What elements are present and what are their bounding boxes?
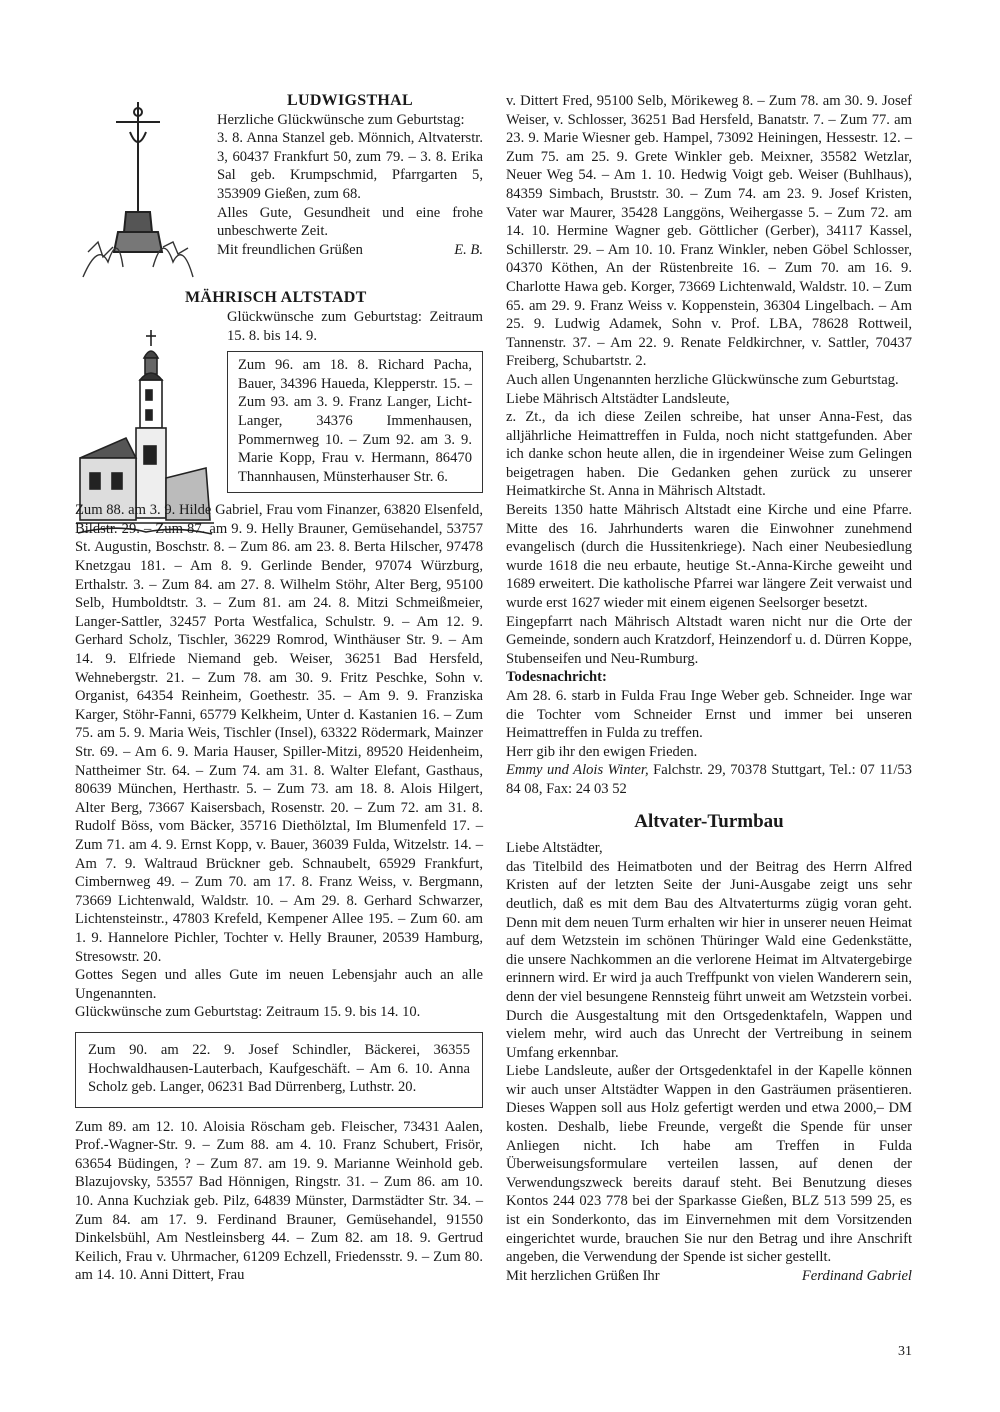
turmbau-title: Altvater-Turmbau [634,810,784,832]
birthday-box-1-text: Zum 96. am 18. 8. Richard Pacha, Bauer, 34396 Haueda, Klepperstr. 15. – Zum 93. am 3. 9. Franz Langer, Licht-Langer, 34376 Immenhausen, Pommernweg 10. – Zum 92. am 3. 9. Marie Kopp, Frau v. Hermann, 86470 Thannhausen, Münsterhauser Str. 6. [238,357,472,485]
letter-paragraph-1: z. Zt., da ich diese Zeilen schreibe, hat unser Anna-Fest, das alljährliche Heimattreffen in Fulda, noch nicht stattgefunden. Aber ich danke schon heute allen, die in irgendeiner Weise zum Gelingen beigetragen haben. Die Gedanken gehen zurück zu unserer Heimatkirche St. Anna in Mährisch Altstadt. [506,409,912,500]
ludwigsthal-wishes: Alles Gute, Gesundheit und eine frohe unbeschwerte Zeit. [217,204,483,240]
death-notice-prayer: Herr gib ihr den ewigen Frieden. [506,743,698,760]
closing-text: Mit freundlichen Grüßen [217,241,363,258]
ludwigsthal-closing [217,241,483,260]
closing-initials: E. B. [454,241,483,258]
birthday-box-2 [75,1032,483,1108]
birthday-box-1 [227,351,483,493]
section-title-altstadt: MÄHRISCH ALTSTADT [185,289,367,307]
death-notice-title: Todesnachricht: [506,669,607,686]
signers-address: Falchstr. 29, 70378 Stuttgart, Tel.: 07 11/53 84 08, Fax: 24 03 52 [506,762,912,797]
ungenannt-wishes: Auch allen Ungenannten herzliche Glückwünsche zum Geburtstag. [506,371,899,388]
altstadt-intro: Glückwünsche zum Geburtstag: Zeitraum 15. 8. bis 14. 9. [227,308,483,344]
birthday-list-2: Zum 89. am 12. 10. Aloisia Röscham geb. Fleischer, 73431 Aalen, Prof.-Wagner-Str. 9. – Zum 88. am 4. 10. Franz Schubert, Frisör, 63654 Büdingen, ? – Zum 87. am 19. 9. Marianne Weinhold geb. Blazujovsky, 53557 Bad Hönnigen, Ringstr. 31. – Zum 86. am 10. 10. Anna Kuchziak geb. Pilz, 64839 Münster, Darmstädter Str. 34. – Zum 84. am 17. 9. Ferdinand Brauner, Gemüsehandel, 91550 Dinkelsbühl, Am Nestleinsberg 44. – Zum 82. am 18. 9. Gertrud Keilich, Frau v. Uhrmacher, 61209 Echzell, Friedensstr. 9. – Zum 80. am 14. 10. Anni Dittert, Frau [75,1118,483,1284]
left-column [75,92,483,1285]
birthday-intro-2: Glückwünsche zum Geburtstag: Zeitraum 15. 9. bis 14. 10. [75,1004,421,1021]
turmbau-paragraph-1: das Titelbild des Heimatboten und der Beitrag des Herrn Alfred Kristen auf der letzten Seite der Juni-Ausgabe zeigt uns sehr deutlich, daß es mit dem Bau des Altvaterturms zügig voran geht. Denn mit dem neuen Turm erhalten wir hier in unserer neuen Heimat auf dem Wetzstein im schönen Thüringer Wald eine Gedenkstätte, die unsere Nachkommen an die verlorene Heimat im Altvatergebirge erinnern wird. Er wird ja auch Treffpunkt von vielen Wanderern sein, denn der viel besungene Rennsteig führt unweit am Wetzstein vorbei. Durch die Ausgestaltung mit den Ortsgedenktafeln, Wappen und vielem mehr, wird auch das Unrecht der Vertreibung in seinem Umfang erkennbar. [506,858,912,1061]
birthday-list-2-continued: v. Dittert Fred, 95100 Selb, Mörikeweg 8. – Zum 78. am 30. 9. Josef Weiser, v. Schlosser, 36251 Bad Hersfeld, Banatstr. 7. – Zum 77. am 23. 9. Marie Wiesner geb. Hampel, 73092 Heiningen, Hessestr. 12. – Zum 75. am 25. 9. Grete Winkler geb. Meixner, 35582 Wetzlar, Neuer Weg 54. – Am 1. 10. Hedwig Voigt geb. Weiser (Buhlhaus), 84359 Simbach, Bruststr. 30. – Zum 74. am 23. 9. Josef Kristen, Vater war Maurer, 35428 Langgöns, Weihergasse 5. – Zum 72. am 14. 10. Hermine Wagner geb. Göttlicher (Gerber), 34117 Kassel, Schillerstr. 29. – Am 10. 10. Franz Winkler, neben Göbel Schlosser, 04370 Köthen, An der Rüstenbreite 16. – Zum 70. am 16. 9. Charlotte Hawa geb. Korger, 73669 Lichtenwald, Waldstr. 10. – Zum 65. am 29. 9. Franz Weiss v. Koppenstein, 36304 Lingelbach. – Am 25. 9. Ludwig Adamek, Sohn v. Prof. LBA, 78628 Rottweil, Tannenstr. 37. – Am 22. 9. Renate Feldkirchner, v. Sattler, 70437 Freiberg, Schubartstr. 2. [506,93,912,370]
page-number: 31 [898,1344,912,1359]
blessing-text: Gottes Segen und alles Gute im neuen Lebensjahr auch an alle Ungenannten. [75,967,483,1002]
turmbau-paragraph-2: Liebe Landsleute, außer der Ortsgedenktafel in der Kapelle können wir auch unser Altstädter Wappen in den Gasträumen präsentieren. Dieses Wappen soll aus Holz gefertigt werden und etwa 2000,– DM kosten. Deshalb, liebe Freunde, vergeßt die Spende für unser Anliegen nicht. Ich habe am Treffen in Fulda Überweisungsformulare verteilen lassen, auf denen der Verwendungszweck bereits darauf steht. Bei Benutzung dieses Kontos 244 023 778 bei der Sparkasse Gießen, BLZ 513 599 25, es ist ein Sonderkonto, das im Einvernehmen mit dem Vorsitzenden eingerichtet wurde, brauchen Sie nur den Betrag und ihre Anschrift angeben, die Verwendung der Spende ist sicher gestellt. [506,1063,912,1266]
birthday-list-1: Zum 88. am 3. 9. Hilde Gabriel, Frau vom Finanzer, 63820 Elsenfeld, Bildstr. 29. – Zum 87. am 9. 9. Helly Brauner, Gemüsehandel, 53757 St. Augustin, Boschstr. 8. – Zum 86. am 23. 8. Berta Hilscher, 97478 Knetzgau 181. – Am 8. 9. Gerlinde Bender, 97074 Würzburg, Erthalstr. 3. – Zum 84. am 27. 8. Wilhelm Stöhr, Alter Berg, 95100 Selb, Humboldtstr. 3. – Zum 81. am 24. 8. Mitzi Schmeißmeier, Langer-Sattler, 32457 Porta Westfalica, Schulstr. 9. – Am 12. 9. Gerhard Scholz, Tischler, 36229 Romrod, Winthäuser Str. 9. – Am 14. 9. Elfriede Niemand geb. Weiser, 36251 Bad Hersfeld, Wehnebergstr. 21. – Zum 78. am 30. 9. Fritz Peschke, Sohn v. Organist, 64354 Reinheim, Goethestr. 35. – Am 9. 9. Franziska Karger, Stöhr-Fanni, 65779 Kelkheim, Unter d. Kastanien 16. – Zum 75. am 5. 9. Maria Weis, Tischler (Insel), 63322 Rödermark, Mainzer Str. 69. – Am 6. 9. Maria Hauser, Spiller-Mitzi, 89520 Heidenheim, Nattheimer Str. 64. – Zum 74. am 31. 8. Walter Elefant, Gasthaus, 80639 München, Herthastr. 5. – Zum 73. am 18. 8. Alois Hilgert, Alter Berg, 73667 Kaisersbach, Rosenstr. 20. – Zum 72. am 31. 8. Rudolf Böss, vom Bäcker, 35716 Diethölztal, Im Blumenfeld 17. – Zum 71. am 4. 9. Ernst Kopp, v. Bauer, 36039 Fulda, Witzelstr. 14. – Am 7. 9. Waltraud Brückner geb. Schnaubelt, 65929 Frankfurt, Cimbernweg 49. – Zum 70. am 17. 8. Franz Weiss, v. Bergmann, 73669 Lichtenwald, Waldstr. 10. – Am 29. 8. Gerhard Schwarzer, Lichtensteinstr., 47803 Krefeld, Kempener Allee 195. – Zum 60. am 1. 9. Hannelore Pichler, Tochter v. Helly Brauner, 20539 Hamburg, Stresowstr. 20. [75,502,483,965]
turmbau-closing-text: Mit herzlichen Grüßen Ihr [506,1267,660,1284]
letter-salutation: Liebe Mährisch Altstädter Landsleute, [506,390,730,407]
death-notice-text: Am 28. 6. starb in Fulda Frau Inge Weber geb. Schneider. Inge war die Tochter vom Schneider Ernst und immer bei unseren Heimattreffen in Fulda zu treffen. [506,688,912,742]
ludwigsthal-greeting: Herzliche Glückwünsche zum Geburtstag: [217,111,465,128]
turmbau-signature: Ferdinand Gabriel [801,1267,912,1284]
ludwigsthal-text: 3. 8. Anna Stanzel geb. Mönnich, Altvaterstr. 3, 60437 Frankfurt 50, zum 79. – 3. 8. Erika Sal geb. Krumpschmid, Pfarrgarten 5, 353909 Gießen, zum 68. [217,130,483,202]
letter-paragraph-2: Bereits 1350 hatte Mährisch Altstadt eine Kirche und eine Pfarre. Mitte des 16. Jahrhunderts waren die Einwohner zunehmend evangelisch (durch die Hussitenkriege). Nach einer Neubesiedlung wurde 1618 die neu erbaute, heutige St.-Anna-Kirche geweiht und 1689 erweitert. Die katholische Pfarrei war längere Zeit verwaist und wurde erst 1627 wieder mit einem eigenen Seelsorger besetzt. [506,502,912,612]
turmbau-closing [506,1267,912,1286]
turmbau-salutation: Liebe Altstädter, [506,840,603,857]
letter-paragraph-3: Eingepfarrt nach Mährisch Altstadt waren nicht nur die Orte der Gemeinde, sondern auch Kratzdorf, Heinzendorf u. d. Dürren Koppe, Stubenseifen und Neu-Rumburg. [506,613,912,667]
signers-names: Emmy und Alois Winter, [506,762,649,779]
birthday-box-2-text: Zum 90. am 22. 9. Josef Schindler, Bäckerei, 36355 Hochwaldhausen-Lauterbach, Kaufgeschäft. – Am 6. 10. Anna Scholz geb. Langer, 06231 Bad Dürrenberg, Luthstr. 20. [88,1041,470,1096]
death-notice-signers [506,761,912,798]
right-column [506,92,912,1285]
section-title-ludwigsthal: LUDWIGSTHAL [287,92,413,109]
